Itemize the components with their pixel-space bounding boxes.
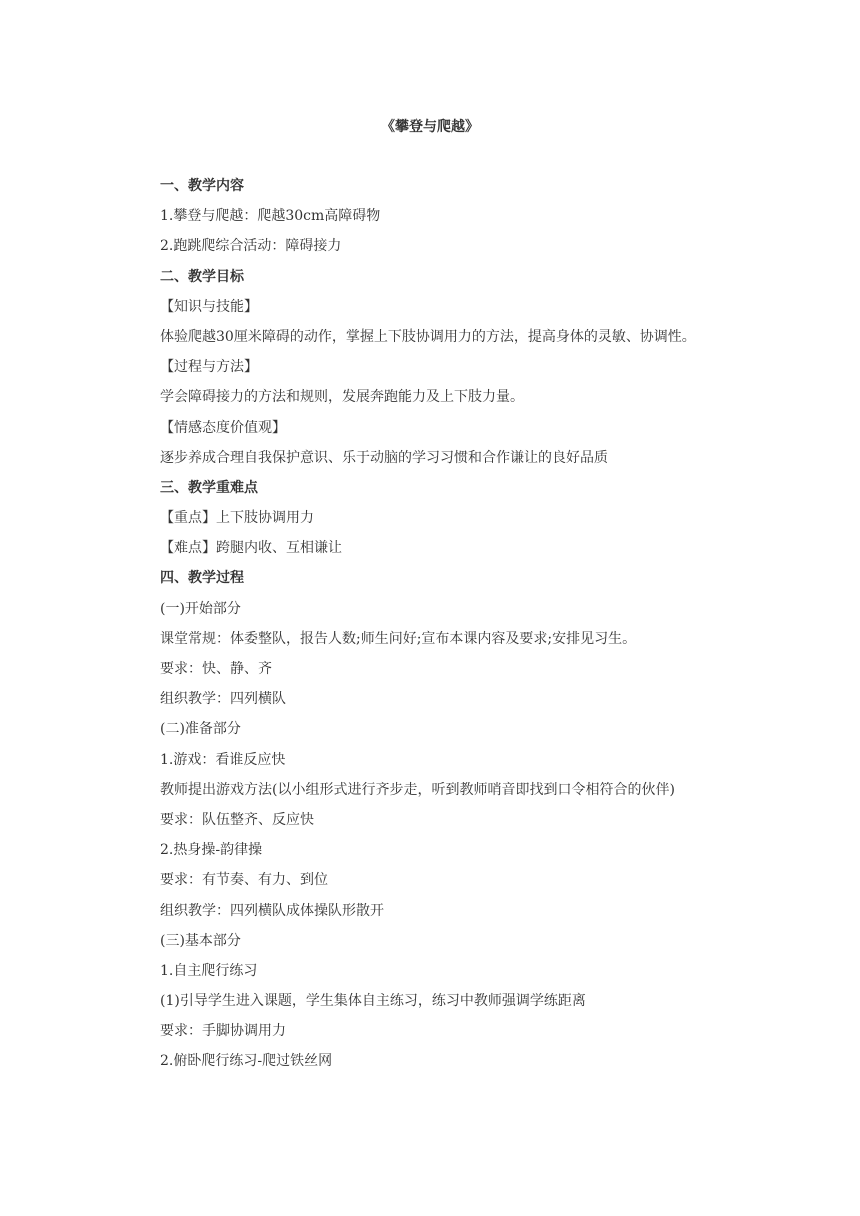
body-line: 教师提出游戏方法(以小组形式进行齐步走，听到教师哨音即找到口令相符合的伙伴) (160, 781, 675, 798)
document-title: 《攀登与爬越》 (381, 119, 479, 135)
body-line: 【重点】上下肢协调用力 (160, 510, 314, 527)
body-line: (一)开始部分 (160, 600, 241, 617)
body-line: 【难点】跨腿内收、互相谦让 (160, 540, 342, 557)
body-line: 【情感态度价值观】 (160, 419, 286, 436)
body-line: 2.跑跳爬综合活动：障碍接力 (160, 238, 342, 255)
section-heading: 四、教学过程 (160, 570, 244, 587)
section-heading: 三、教学重难点 (160, 479, 258, 496)
body-line: 【知识与技能】 (160, 298, 258, 315)
body-line: 【过程与方法】 (160, 359, 258, 376)
body-line: (1)引导学生进入课题，学生集体自主练习，练习中教师强调学练距离 (160, 993, 586, 1010)
body-line: 1.攀登与爬越：爬越30cm高障碍物 (160, 208, 381, 225)
body-line: 学会障碍接力的方法和规则，发展奔跑能力及上下肢力量。 (160, 389, 524, 406)
body-line: 1.自主爬行练习 (160, 962, 258, 979)
body-line: 2.俯卧爬行练习-爬过铁丝网 (160, 1053, 333, 1070)
body-line: 2.热身操-韵律操 (160, 842, 263, 859)
body-line: 要求：手脚协调用力 (160, 1023, 286, 1040)
section-heading: 二、教学目标 (160, 268, 244, 285)
body-line: 体验爬越30厘米障碍的动作，掌握上下肢协调用力的方法，提高身体的灵敏、协调性。 (160, 328, 696, 345)
body-line: 逐步养成合理自我保护意识、乐于动脑的学习习惯和合作谦让的良好品质 (160, 449, 608, 466)
body-line: 要求：快、静、齐 (160, 661, 272, 677)
body-line: 课堂常规：体委整队，报告人数;师生问好;宣布本课内容及要求;安排见习生。 (160, 630, 637, 647)
body-line: (二)准备部分 (160, 721, 241, 738)
body-line: 组织教学：四列横队 (160, 691, 286, 708)
body-line: 1.游戏：看谁反应快 (160, 751, 286, 768)
section-heading: 一、教学内容 (160, 178, 244, 194)
body-line: 组织教学：四列横队成体操队形散开 (160, 902, 384, 919)
document-body (160, 175, 800, 1081)
body-line: 要求：有节奏、有力、到位 (160, 872, 328, 889)
body-line: (三)基本部分 (160, 932, 241, 949)
body-line: 要求：队伍整齐、反应快 (160, 811, 314, 828)
